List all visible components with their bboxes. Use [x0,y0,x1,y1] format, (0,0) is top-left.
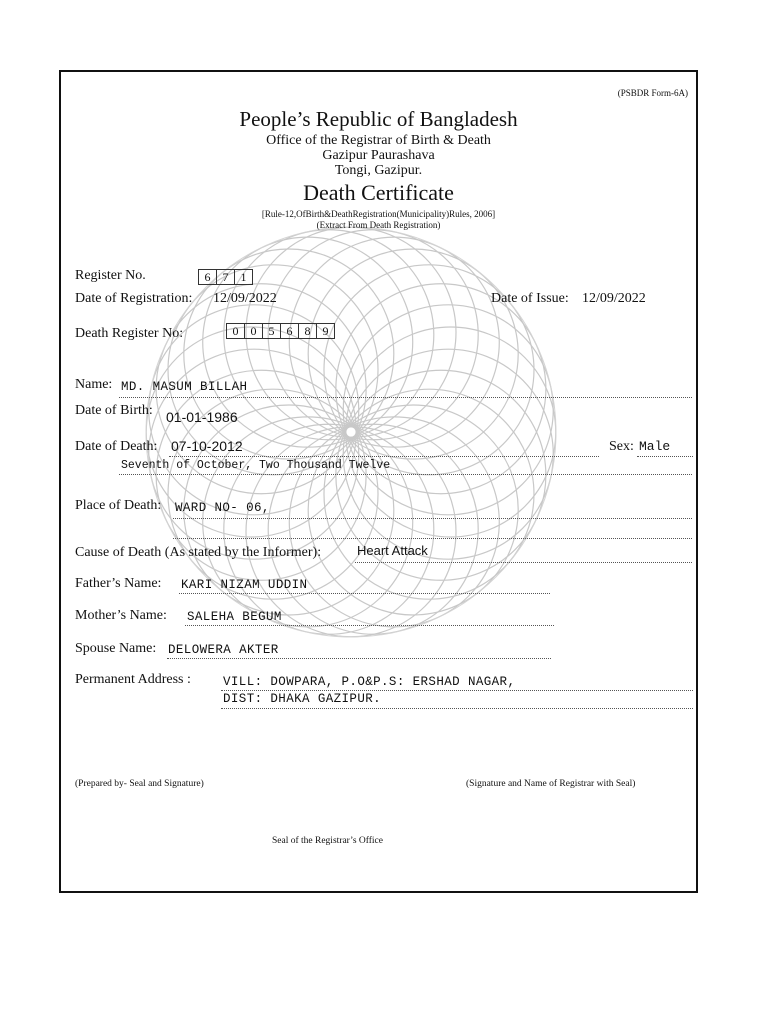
death-register-no-digit-6: 9 [316,323,335,339]
mother-dotted-line [185,625,554,626]
page-title: Death Certificate [303,180,454,205]
dod-words-dotted-line [119,474,692,475]
spouse-name-label: Spouse Name: [75,641,157,656]
mother-name-label: Mother’s Name: [75,608,167,623]
death-register-no-boxes [227,323,335,339]
dob-value: 01-01-1986 [166,409,238,425]
date-of-issue-label: Date of Issue: [491,291,569,306]
sex-dotted-line [637,456,693,457]
address-dotted-line-2 [221,708,693,709]
address-dotted-line-1 [221,690,693,691]
cause-of-death-value: Heart Attack [357,543,428,558]
dod-label: Date of Death: [75,439,158,454]
paurashava-heading: Gazipur Paurashava [322,148,435,163]
name-label: Name: [75,377,113,392]
location-heading: Tongi, Gazipur. [334,163,423,178]
form-id: (PSBDR Form-6A) [617,88,688,98]
place-dotted-line-1 [173,518,692,519]
register-no-digit-3: 1 [234,269,253,285]
name-value: MD. MASUM BILLAH [121,380,248,394]
cause-of-death-label: Cause of Death (As stated by the Informer): [75,545,322,560]
name-dotted-line [119,397,692,398]
prepared-by-caption: (Prepared by- Seal and Signature) [75,779,204,789]
father-name-value: KARI NIZAM UDDIN [181,578,308,592]
extract-note: (Extract From Death Registration) [316,220,441,230]
sex-value: Male [639,439,671,454]
permanent-address-label: Permanent Address : [75,672,191,687]
place-dotted-line-2 [173,538,692,539]
father-dotted-line [179,593,550,594]
registrar-signature-caption: (Signature and Name of Registrar with Seal) [466,779,636,789]
dod-words-value: Seventh of October, Two Thousand Twelve [121,459,391,472]
address-line2-value: DIST: DHAKA GAZIPUR. [223,692,382,706]
register-no-digit-1: 6 [198,269,217,285]
register-no-boxes [199,269,253,285]
mother-name-value: SALEHA BEGUM [187,610,282,624]
rule-reference: [Rule-12,OfBirth&DeathRegistration(Municipality)Rules, 2006] [261,209,496,219]
place-of-death-label: Place of Death: [75,498,162,513]
spouse-name-value: DELOWERA AKTER [168,643,279,657]
dod-value: 07-10-2012 [171,438,243,454]
address-line1-value: VILL: DOWPARA, P.O&P.S: ERSHAD NAGAR, [223,675,516,689]
sex-label: Sex: [609,439,634,454]
office-heading: Office of the Registrar of Birth & Death [266,133,491,148]
certificate-frame [59,70,698,893]
death-register-no-digit-3: 5 [262,323,281,339]
date-of-registration-label: Date of Registration: [75,291,193,306]
death-register-no-digit-5: 8 [298,323,317,339]
register-no-label: Register No. [75,268,146,283]
death-register-no-digit-2: 0 [244,323,263,339]
date-of-registration-value: 12/09/2022 [213,291,277,306]
cause-dotted-line [355,562,692,563]
death-register-no-digit-1: 0 [226,323,245,339]
place-of-death-value: WARD NO- 06, [175,501,270,515]
death-register-no-label: Death Register No: [75,326,184,341]
register-no-digit-2: 7 [216,269,235,285]
father-name-label: Father’s Name: [75,576,162,591]
office-seal-caption: Seal of the Registrar’s Office [272,836,383,846]
country-heading: People’s Republic of Bangladesh [239,107,518,131]
dob-label: Date of Birth: [75,403,153,418]
dod-dotted-line [169,456,599,457]
death-register-no-digit-4: 6 [280,323,299,339]
spouse-dotted-line [167,658,551,659]
date-of-issue-value: 12/09/2022 [582,291,646,306]
